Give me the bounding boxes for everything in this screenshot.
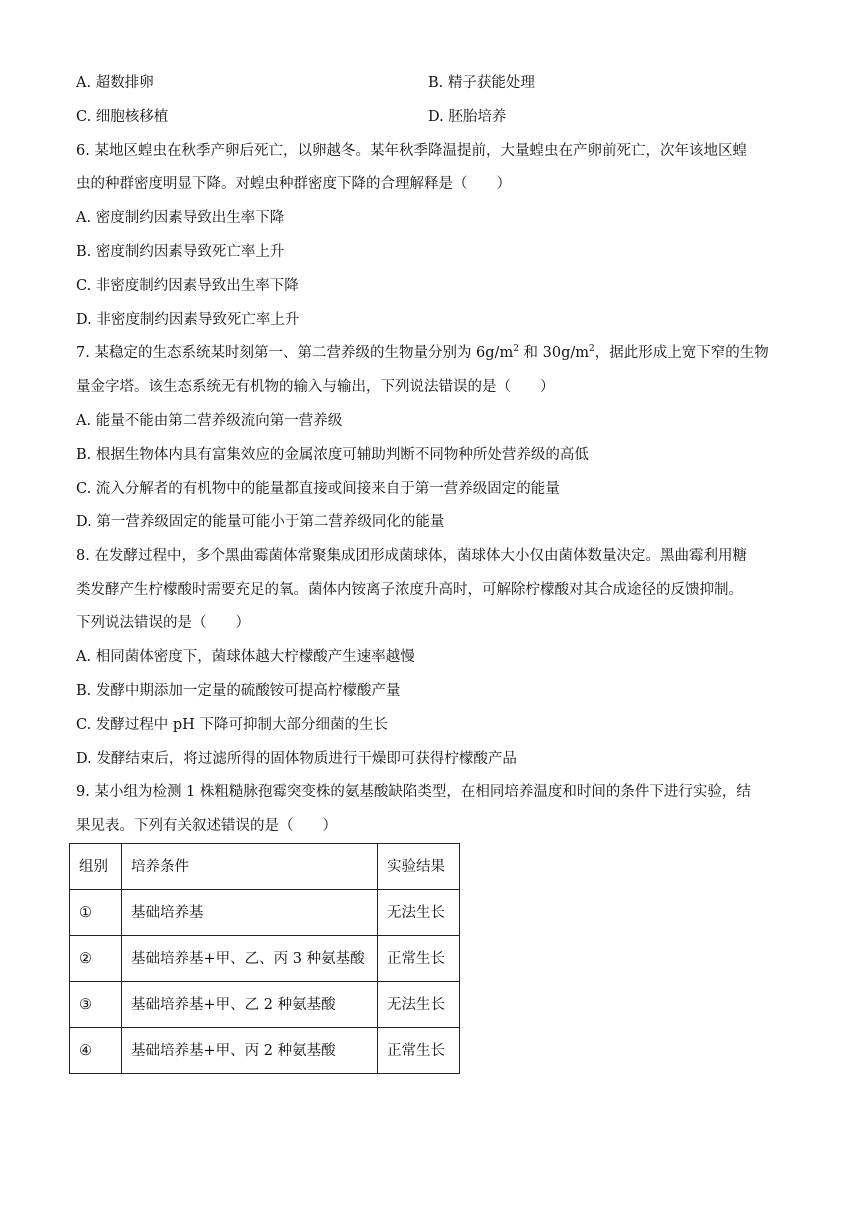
q5-option-a: A. 超数排卵 [76,75,154,91]
q8-option-d: D. 发酵结束后，将过滤所得的固体物质进行干燥即可获得柠檬酸产品 [76,751,517,767]
table-row [70,890,460,936]
superscript: 2 [589,344,595,355]
q9-stem-line2: 果见表。下列有关叙述错误的是（ ） [76,818,337,834]
table-cell: ② [70,936,122,982]
q6-stem-line1: 6. 某地区蝗虫在秋季产卵后死亡，以卵越冬。某年秋季降温提前，大量蝗虫在产卵前死亡，次年该地区蝗 [76,143,747,159]
table-header-cell: 培养条件 [122,844,378,890]
q6-stem-line2: 虫的种群密度明显下降。对蝗虫种群密度下降的合理解释是（ ） [76,176,511,192]
table-cell: 基础培养基+甲、乙、丙 3 种氨基酸 [122,936,378,982]
q8-option-a: A. 相同菌体密度下，菌球体越大柠檬酸产生速率越慢 [76,649,415,665]
superscript: 2 [513,344,519,355]
table-cell: 无法生长 [378,982,460,1028]
q5-option-b: B. 精子获能处理 [428,75,535,91]
table-cell: 基础培养基 [122,890,378,936]
table-cell: ③ [70,982,122,1028]
table-row [70,936,460,982]
table-cell: 无法生长 [378,890,460,936]
table-row [70,1028,460,1074]
q8-stem-line2: 类发酵产生柠檬酸时需要充足的氧。菌体内铵离子浓度升高时，可解除柠檬酸对其合成途径的反馈抑制。 [76,582,743,598]
q7-stem-line1: 7. 某稳定的生态系统某时刻第一、第二营养级的生物量分别为 $6g/m^2$ 和 $30g/m^2$，据此形成上宽下窄的生物 [76,344,769,361]
q7-option-b: B. 根据生物体内具有富集效应的金属浓度可辅助判断不同物种所处营养级的高低 [76,447,589,463]
q6-option-a: A. 密度制约因素导致出生率下降 [76,210,285,226]
table-header-cell: 组别 [70,844,122,890]
table-cell: 基础培养基+甲、乙 2 种氨基酸 [122,982,378,1028]
table-header-row [70,844,460,890]
table-cell: 基础培养基+甲、丙 2 种氨基酸 [122,1028,378,1074]
table-row [70,982,460,1028]
results-table [69,843,460,1074]
q8-stem-line3: 下列说法错误的是（ ） [76,615,250,631]
q7-option-c: C. 流入分解者的有机物中的能量都直接或间接来自于第一营养级固定的能量 [76,481,560,497]
table-cell: ① [70,890,122,936]
q6-option-d: D. 非密度制约因素导致死亡率上升 [76,312,300,328]
q7-option-a: A. 能量不能由第二营养级流向第一营养级 [76,413,343,429]
table-cell: ④ [70,1028,122,1074]
q8-option-c: C. 发酵过程中 pH 下降可抑制大部分细菌的生长 [76,717,388,733]
q5-option-c: C. 细胞核移植 [76,109,169,125]
q5-option-d: D. 胚胎培养 [428,109,507,125]
q8-stem-line1: 8. 在发酵过程中，多个黑曲霉菌体常聚集成团形成菌球体，菌球体大小仅由菌体数量决定。黑曲霉利用糖 [76,548,747,564]
table-header-cell: 实验结果 [378,844,460,890]
q7-option-d: D. 第一营养级固定的能量可能小于第二营养级同化的能量 [76,514,445,530]
q8-option-b: B. 发酵中期添加一定量的硫酸铵可提高柠檬酸产量 [76,683,401,699]
table-cell: 正常生长 [378,936,460,982]
table-cell: 正常生长 [378,1028,460,1074]
q6-option-c: C. 非密度制约因素导致出生率下降 [76,278,299,294]
q6-option-b: B. 密度制约因素导致死亡率上升 [76,244,285,260]
q7-stem-line2: 量金字塔。该生态系统无有机物的输入与输出，下列说法错误的是（ ） [76,379,555,395]
q9-stem-line1: 9. 某小组为检测 1 株粗糙脉孢霉突变株的氨基酸缺陷类型，在相同培养温度和时间的条件下进行实验，结 [76,784,751,800]
